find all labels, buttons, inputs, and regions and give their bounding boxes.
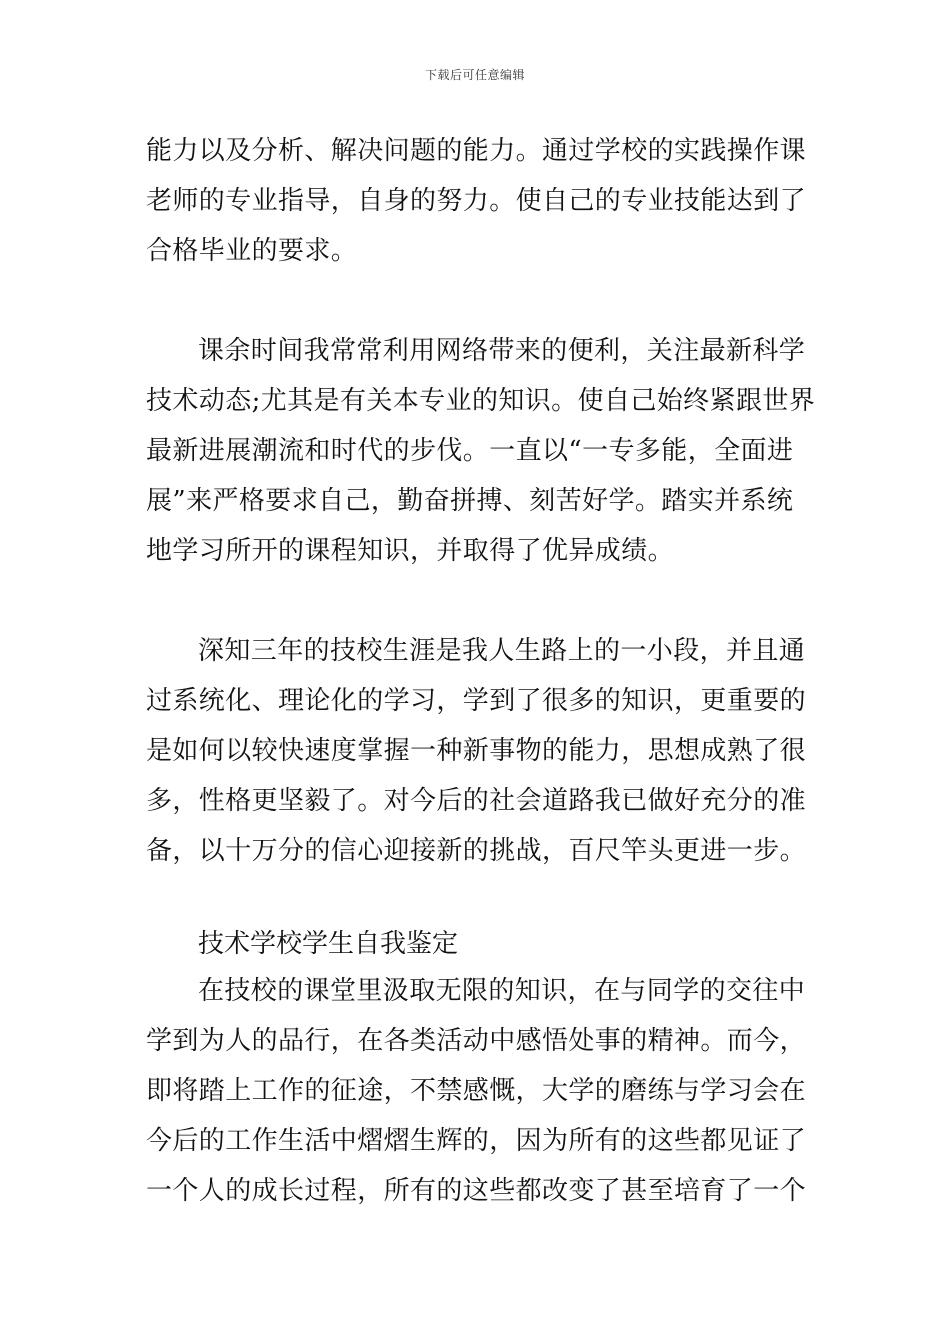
paragraph-line: 老师的专业指导，自身的努力。使自己的专业技能达到了 (146, 186, 807, 216)
paragraph-line: 在技校的课堂里汲取无限的知识，在与同学的交往中 (198, 976, 806, 1006)
paragraph-line: 备，以十万分的信心迎接新的挑战，百尺竿头更进一步。 (146, 836, 807, 866)
paragraph-line: 展”来严格要求自己，勤奋拼搏、刻苦好学。踏实并系统 (146, 486, 794, 516)
paragraph-line: 多，性格更坚毅了。对今后的社会道路我已做好充分的准 (146, 786, 807, 816)
paragraph-3 (146, 626, 816, 876)
paragraph-1 (146, 126, 816, 276)
paragraph-line: 是如何以较快速度掌握一种新事物的能力，思想成熟了很 (146, 736, 807, 766)
paragraph-line: 学到为人的品行，在各类活动中感悟处事的精神。而今， (146, 1026, 807, 1056)
paragraph-line: 合格毕业的要求。 (146, 236, 358, 266)
paragraph-line: 今后的工作生活中熠熠生辉的，因为所有的这些都见证了 (146, 1126, 807, 1156)
paragraph-line: 地学习所开的课程知识，并取得了优异成绩。 (146, 536, 675, 566)
paragraph-line: 深知三年的技校生涯是我人生路上的一小段，并且通 (198, 636, 806, 666)
paragraph-spacer (146, 576, 816, 626)
paragraph-line: 课余时间我常常利用网络带来的便利，关注最新科学 (198, 336, 806, 366)
paragraph-spacer (146, 876, 816, 922)
paragraph-2 (146, 326, 816, 576)
section-title: 技术学校学生自我鉴定 (198, 929, 459, 959)
paragraph-line: 即将踏上工作的征途，不禁感慨，大学的磨练与学习会在 (146, 1076, 807, 1106)
paragraph-spacer (146, 276, 816, 326)
paragraph-line: 一个人的成长过程，所有的这些都改变了甚至培育了一个 (146, 1176, 807, 1206)
document-body (146, 126, 816, 1216)
paragraph-line: 过系统化、理论化的学习，学到了很多的知识，更重要的 (146, 686, 807, 716)
paragraph-line: 能力以及分析、解决问题的能力。通过学校的实践操作课 (146, 136, 807, 166)
page-header: 下载后可任意编辑 (424, 68, 525, 82)
paragraph-4 (146, 966, 816, 1216)
paragraph-line: 技术动态;尤其是有关本专业的知识。使自己始终紧跟世界 (146, 386, 816, 416)
paragraph-line: 最新进展潮流和时代的步伐。一直以“一专多能，全面进 (146, 436, 794, 466)
